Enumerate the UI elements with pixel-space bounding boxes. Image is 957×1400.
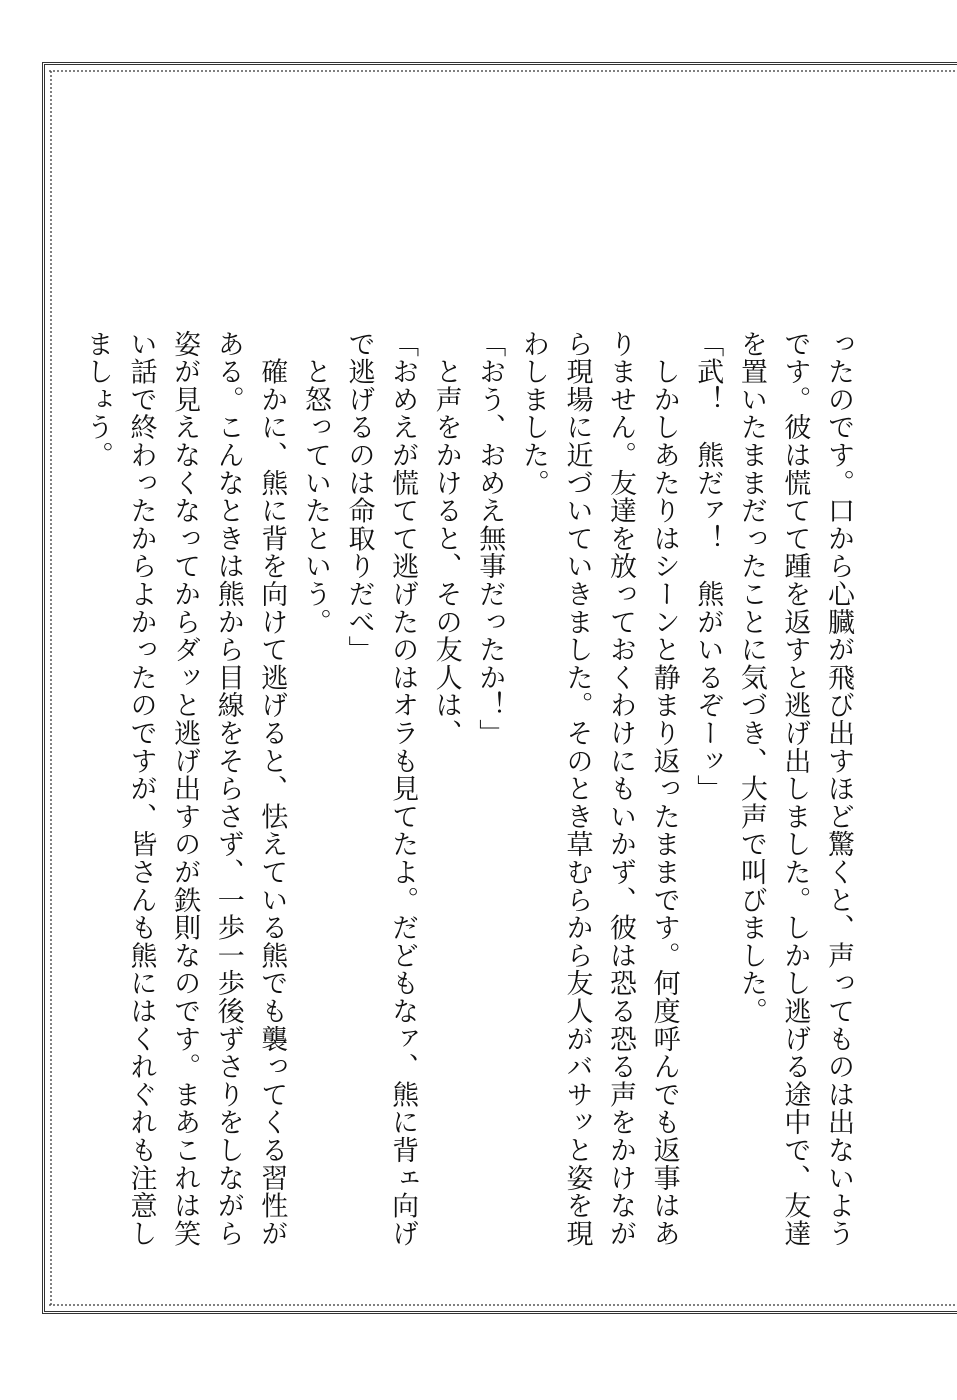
text-line: しかしあたりはシーンと静まり返ったままです。何度呼んでも返事はあ: [648, 330, 680, 1248]
text-line: わしました。: [517, 330, 549, 497]
text-line: ましょう。: [81, 330, 113, 469]
text-line: い話で終わったからよかったのですが、皆さんも熊にはくれぐれも注意し: [125, 330, 157, 1248]
text-line: で逃げるのは命取りだべ」: [343, 330, 375, 664]
text-line: と怒っていたという。: [299, 330, 331, 636]
text-line: 「武！ 熊だァ！ 熊がいるぞーッ」: [692, 330, 724, 803]
text-line: を置いたままだったことに気づき、大声で叫びました。: [735, 330, 767, 1025]
text-line: ったのです。口から心臓が飛び出すほど驚くと、声ってものは出ないよう: [823, 330, 854, 1248]
text-line: と声をかけると、その友人は、: [430, 330, 462, 747]
text-line: 「おめえが慌てて逃げたのはオラも見てたよ。だどもなァ、熊に背ェ向げ: [387, 330, 419, 1248]
text-line: 確かに、熊に背を向けて逃げると、怯えている熊でも襲ってくる習性が: [256, 330, 288, 1248]
border-dots-bottom: [48, 1304, 957, 1306]
text-line: ある。こんなときは熊から目線をそらさず、一歩一歩後ずさりをしながら: [212, 330, 244, 1248]
text-line: ら現場に近づいていきました。そのとき草むらから友人がバサッと姿を現: [561, 330, 593, 1248]
border-dots-left: [50, 70, 52, 1306]
border-dots-top: [48, 70, 957, 72]
text-line: です。彼は慌てて踵を返すと逃げ出しました。しかし逃げる途中で、友達: [779, 330, 811, 1248]
text-line: りません。友達を放っておくわけにもいかず、彼は恐る恐る声をかけなが: [605, 330, 637, 1248]
vertical-text-body: [75, 330, 860, 1248]
text-line: 姿が見えなくなってからダッと逃げ出すのが鉄則なのです。まあこれは笑: [169, 330, 201, 1248]
text-line: 「おう、おめえ無事だったか！」: [474, 330, 506, 747]
